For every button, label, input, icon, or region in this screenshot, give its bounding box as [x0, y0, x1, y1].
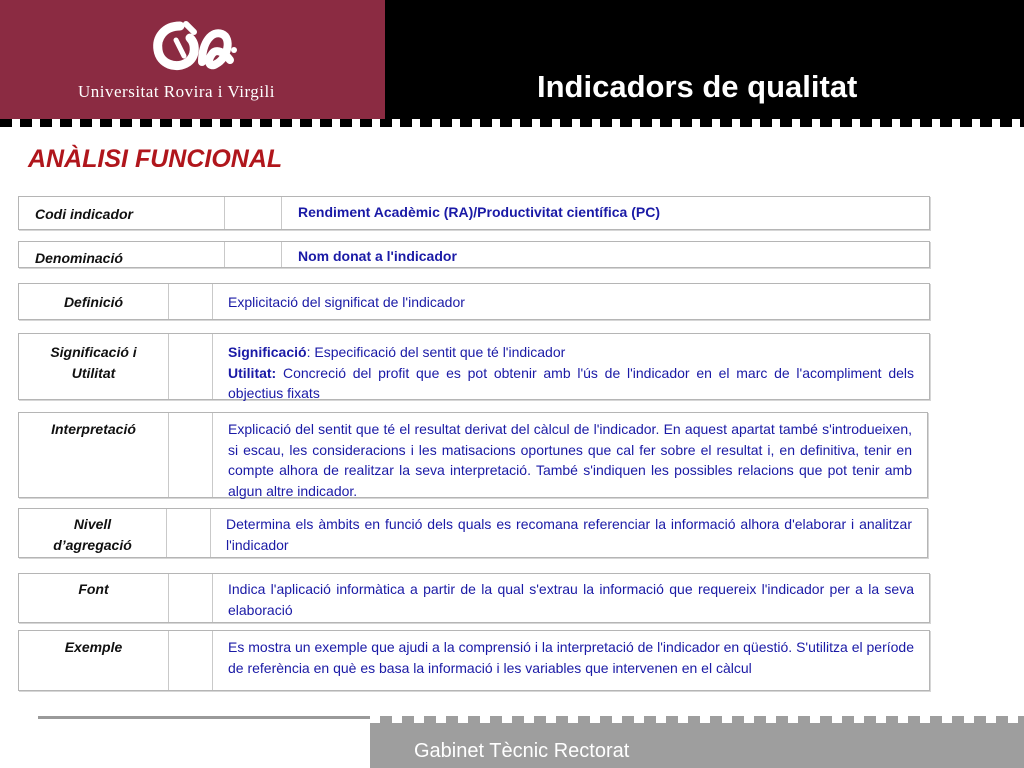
denominacio-value: Nom donat a l'indicador: [298, 248, 457, 264]
header-divider: [0, 119, 1024, 127]
spacer-cell: [169, 631, 213, 690]
row-denominacio: [18, 241, 930, 268]
exemple-value: Es mostra un exemple que ajudi a la comprensió i la interpretació de l'indicador en qüestió. S'utilitza el període de referència en què es basa la informació i les variables que intervenen en el càlcul: [228, 639, 914, 676]
denominacio-label: Denominació: [35, 250, 123, 266]
utilitat-term: Utilitat:: [228, 364, 277, 381]
interpretacio-label: Interpretació: [51, 421, 136, 437]
footer-text: Gabinet Tècnic Rectorat: [414, 740, 630, 762]
row-definicio: [18, 283, 930, 320]
nivell-value: Determina els àmbits en funció dels quals es recomana referenciar la informació alhora d'elaborar i analitzar l'indicador: [226, 516, 912, 553]
footer-line: [38, 716, 370, 719]
section-title: ANÀLISI FUNCIONAL: [28, 145, 283, 173]
definicio-label: Definició: [63, 294, 124, 310]
row-codi-indicador: [18, 196, 930, 230]
spacer-cell: [169, 574, 213, 622]
interpretacio-value: Explicació del sentit que té el resultat derivat del càlcul de l'indicador. En aquest apartat també s'introdueixen, si escau, les consideracions i les matisacions oportunes que cal fer sobre el resultat i, en definitiva, tenir en compte alhora de realitzar la seva interpretació. També s'indiquen les possibles relacions que pot tenir amb algun altre indicador.: [228, 421, 912, 499]
font-value: Indica l'aplicació informàtica a partir de la qual s'extrau la informació que requereix l'indicador per a la seva elaboració: [228, 581, 914, 618]
codi-label: Codi indicador: [35, 206, 133, 222]
header-brand-panel: [0, 0, 385, 127]
nivell-label-line1: Nivell: [73, 516, 112, 532]
spacer-cell: [225, 197, 282, 229]
significacio-label-line2: Utilitat: [71, 365, 116, 381]
row-interpretacio: [18, 412, 928, 498]
university-logo-icon: [150, 18, 240, 78]
significacio-label-line1: Significació i: [50, 344, 137, 360]
significacio-term: Significació: [228, 344, 307, 360]
spacer-cell: [167, 509, 211, 557]
university-name: Universitat Rovira i Virgili: [78, 82, 275, 101]
utilitat-text: Concreció del profit que es pot obtenir amb l'ús de l'indicador en el marc de l'acompliment dels objectius fixats: [228, 364, 914, 401]
spacer-cell: [169, 284, 213, 319]
row-font: [18, 573, 930, 623]
significacio-text: : Especificació del sentit que té l'indicador: [306, 344, 566, 360]
spacer-cell: [169, 334, 213, 399]
row-significacio-utilitat: [18, 333, 930, 400]
codi-value: Rendiment Acadèmic (RA)/Productivitat científica (PC): [298, 204, 660, 220]
spacer-cell: [225, 242, 282, 267]
significacio-value: [213, 334, 929, 404]
spacer-cell: [169, 413, 213, 497]
definicio-value: Explicitació del significat de l'indicador: [228, 294, 465, 310]
row-nivell-agregacio: [18, 508, 928, 558]
footer-divider: [370, 716, 1024, 723]
page-title: Indicadors de qualitat: [537, 69, 858, 104]
exemple-label: Exemple: [64, 639, 123, 655]
row-exemple: [18, 630, 930, 691]
font-label: Font: [78, 581, 109, 597]
nivell-label-line2: d’agregació: [53, 537, 132, 553]
